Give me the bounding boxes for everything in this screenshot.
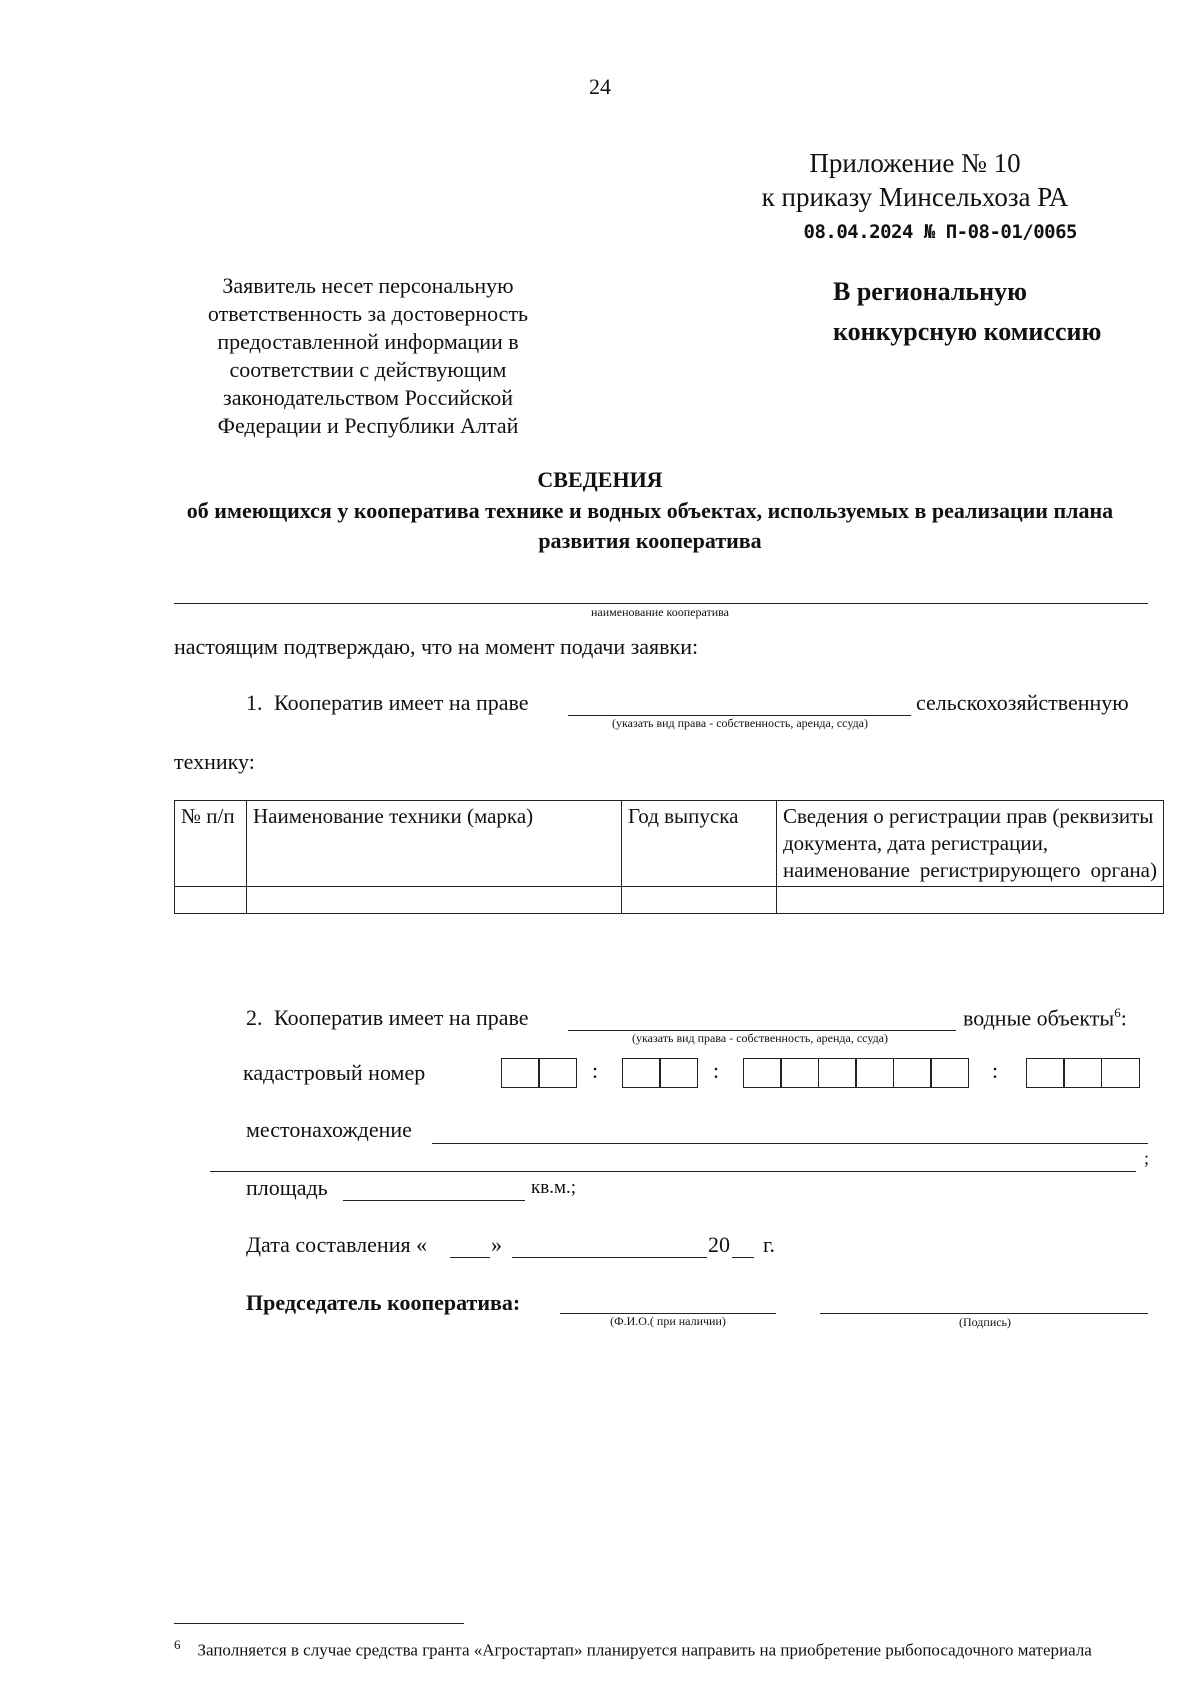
cadastral-digit-cell[interactable]	[538, 1058, 577, 1088]
footnote-ref: 6	[1114, 1005, 1121, 1020]
appendix-reference	[725, 146, 1105, 214]
cadastral-separator: :	[992, 1058, 999, 1083]
cadastral-label: кадастровый номер	[243, 1060, 426, 1085]
date-month-field[interactable]	[512, 1257, 707, 1258]
water-objects-label: водные объекты	[963, 1005, 1115, 1031]
area-label: площадь	[246, 1175, 328, 1200]
cadastral-group	[502, 1058, 577, 1088]
coop-name-field[interactable]	[174, 603, 1148, 604]
section1-continuation: технику:	[174, 749, 255, 774]
section1-number: 1.	[246, 690, 263, 715]
addressee-line1: В региональную	[833, 277, 1028, 306]
footnote-number: 6	[174, 1637, 181, 1652]
table-header-year: Год выпуска	[622, 801, 777, 887]
date-day-field[interactable]	[450, 1257, 490, 1258]
location-label: местонахождение	[246, 1117, 412, 1142]
section1-text: Кооператив имеет на праве	[274, 690, 529, 715]
location-semicolon: ;	[1144, 1148, 1150, 1168]
cadastral-digit-cell[interactable]	[743, 1058, 782, 1088]
section2-text: Кооператив имеет на праве	[274, 1005, 529, 1030]
date-year-suffix: г.	[763, 1232, 776, 1257]
appendix-order: к приказу Минсельхоза РА	[761, 182, 1069, 212]
addressee	[833, 272, 1101, 352]
section1-right-caption: (указать вид права - собственность, аренда, ссуда)	[612, 716, 868, 730]
chairman-label: Председатель кооператива:	[246, 1290, 521, 1315]
order-stamp: 08.04.2024 № П-08-01/0065	[803, 221, 1077, 243]
appendix-number: Приложение № 10	[809, 148, 1021, 178]
cadastral-digit-cell[interactable]	[893, 1058, 932, 1088]
table-cell-year[interactable]	[622, 887, 777, 914]
document-title: СВЕДЕНИЯ	[537, 467, 663, 492]
date-close-quote: »	[491, 1232, 502, 1257]
cadastral-digit-cell[interactable]	[1026, 1058, 1065, 1088]
area-unit: кв.м.;	[531, 1177, 577, 1198]
equipment-table	[174, 800, 1164, 914]
confirm-text: настоящим подтверждаю, что на момент подачи заявки:	[174, 634, 699, 659]
cadastral-digit-cell[interactable]	[1063, 1058, 1102, 1088]
table-cell-registration[interactable]	[777, 887, 1164, 914]
cadastral-digit-cell[interactable]	[659, 1058, 698, 1088]
cadastral-digit-cell[interactable]	[818, 1058, 857, 1088]
chairman-signature-field[interactable]	[820, 1313, 1148, 1314]
cadastral-group	[1027, 1058, 1140, 1088]
document-subtitle: об имеющихся у кооператива технике и водных объектах, используемых в реализации плана развития кооператива	[186, 498, 1114, 553]
section1-text-after: сельскохозяйственную	[916, 690, 1129, 715]
cadastral-separator: :	[713, 1058, 720, 1083]
table-cell-number[interactable]	[175, 887, 247, 914]
page-number: 24	[589, 74, 611, 99]
water-objects-colon: :	[1120, 1005, 1127, 1031]
addressee-line2: конкурсную комиссию	[833, 317, 1102, 346]
table-header-row	[175, 801, 1164, 887]
section2-number: 2.	[246, 1005, 263, 1030]
cadastral-group	[623, 1058, 698, 1088]
footnote-text: Заполняется в случае средства гранта «Агростартап» планируется направить на приобретение рыбопосадочного материала	[197, 1640, 1092, 1660]
table-cell-name[interactable]	[247, 887, 622, 914]
footnote-divider	[174, 1623, 464, 1624]
location-field[interactable]	[432, 1143, 1148, 1144]
date-year-field[interactable]	[732, 1257, 754, 1258]
cadastral-digit-cell[interactable]	[780, 1058, 819, 1088]
cadastral-digit-cell[interactable]	[622, 1058, 661, 1088]
chairman-name-caption: (Ф.И.О.( при наличии)	[610, 1314, 726, 1328]
date-label: Дата составления «	[246, 1232, 428, 1257]
cadastral-digit-cell[interactable]	[855, 1058, 894, 1088]
footnote	[174, 1633, 1149, 1662]
disclaimer: Заявитель несет персональную ответственность за достоверность предоставленной информации в соответствии с действующим законодательством Российской Федерации и Республики Алтай	[207, 273, 529, 438]
cadastral-separator: :	[592, 1058, 599, 1083]
date-year-prefix: 20	[708, 1232, 730, 1257]
coop-name-caption: наименование кооператива	[591, 605, 729, 619]
section2-right-caption: (указать вид права - собственность, аренда, ссуда)	[632, 1031, 888, 1045]
table-row	[175, 887, 1164, 914]
cadastral-digit-cell[interactable]	[501, 1058, 540, 1088]
chairman-signature-caption: (Подпись)	[958, 1315, 1012, 1329]
area-field[interactable]	[343, 1200, 525, 1201]
location-field-line2[interactable]	[210, 1171, 1136, 1172]
cadastral-digit-cell[interactable]	[930, 1058, 969, 1088]
cadastral-group	[744, 1058, 969, 1088]
section2-text-after	[963, 1005, 1127, 1031]
table-header-name: Наименование техники (марка)	[247, 801, 622, 887]
table-header-number: № п/п	[175, 801, 247, 887]
table-header-registration: Сведения о регистрации прав (реквизиты документа, дата регистрации, наименование регистрирующего органа)	[777, 801, 1164, 887]
cadastral-digit-cell[interactable]	[1101, 1058, 1140, 1088]
